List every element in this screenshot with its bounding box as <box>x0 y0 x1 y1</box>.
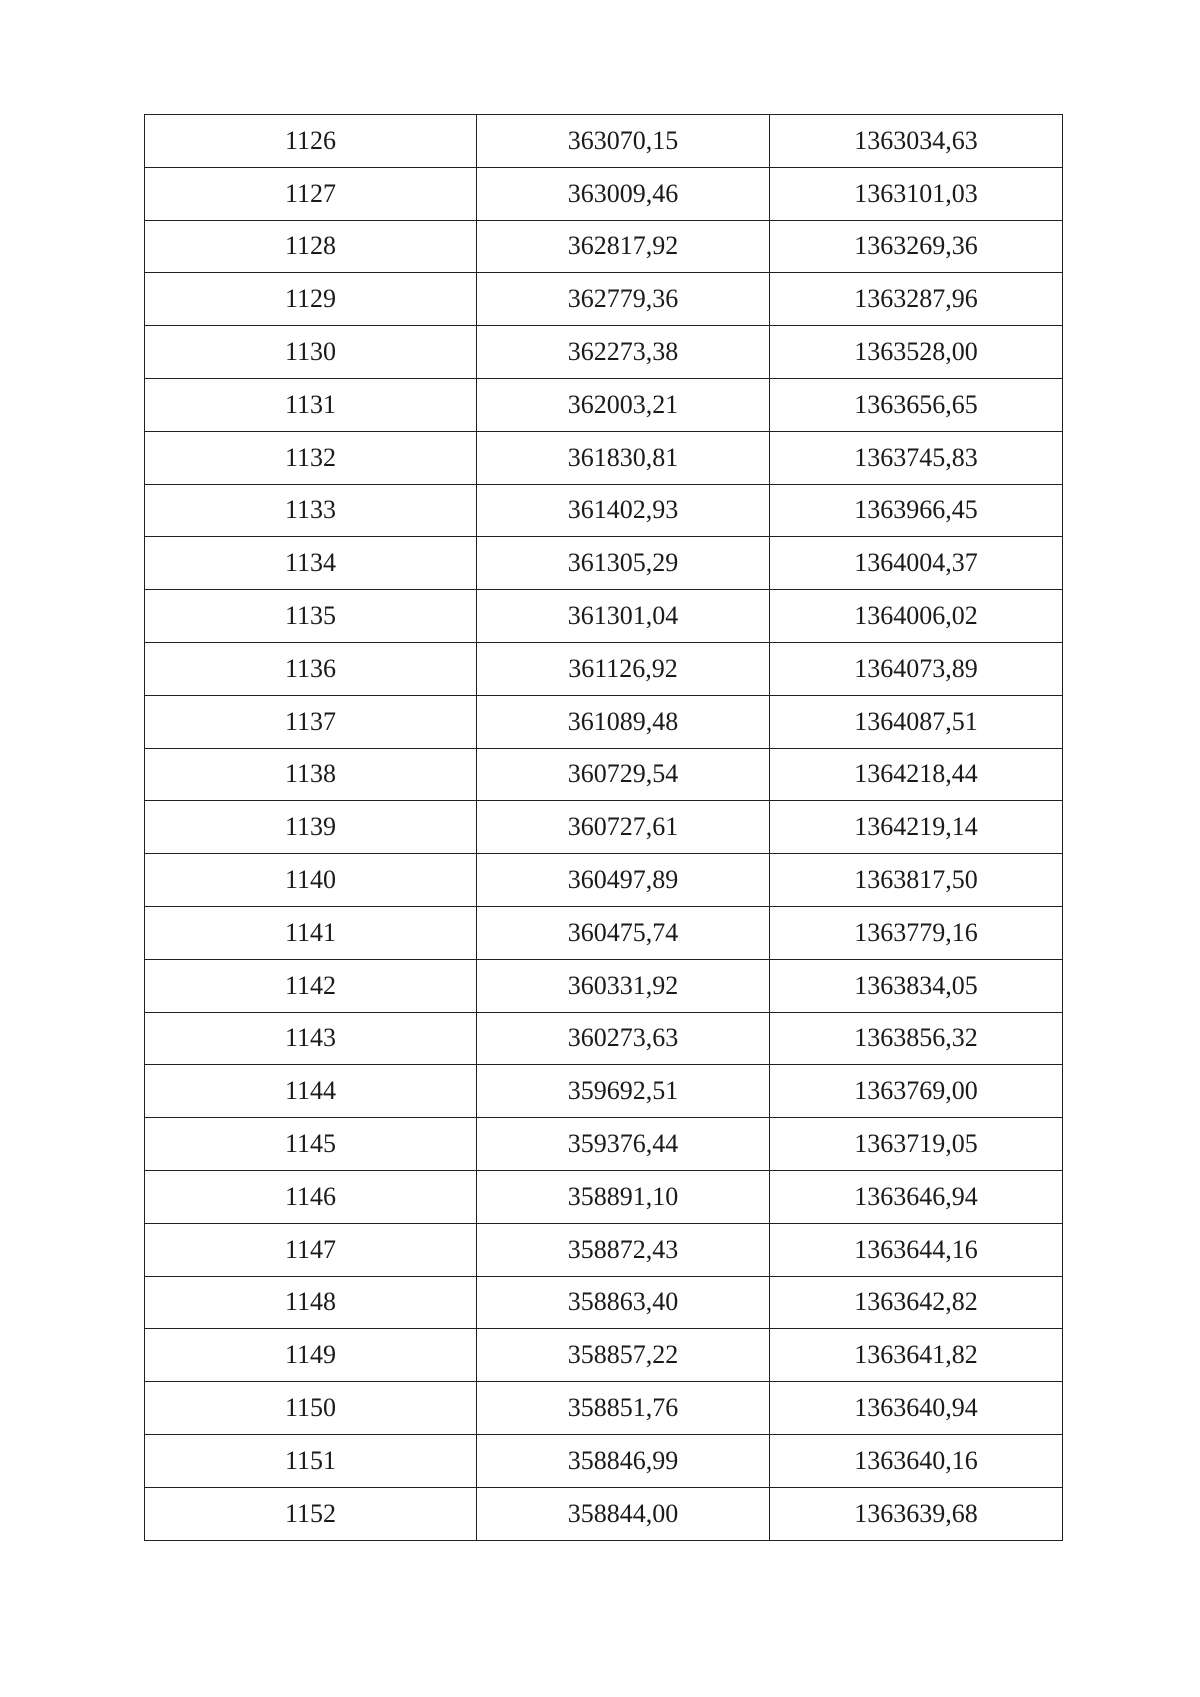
y-coordinate-cell: 1364218,44 <box>770 748 1063 801</box>
y-coordinate-cell: 1363817,50 <box>770 854 1063 907</box>
x-coordinate-cell: 360497,89 <box>477 854 770 907</box>
table-row <box>145 1276 1063 1329</box>
y-coordinate-cell: 1363640,16 <box>770 1434 1063 1487</box>
table-row <box>145 484 1063 537</box>
x-coordinate-cell: 362817,92 <box>477 220 770 273</box>
y-coordinate-cell: 1363641,82 <box>770 1329 1063 1382</box>
y-coordinate-cell: 1364087,51 <box>770 695 1063 748</box>
table-row <box>145 220 1063 273</box>
coordinates-table <box>144 114 1063 1541</box>
y-coordinate-cell: 1363856,32 <box>770 1012 1063 1065</box>
y-coordinate-cell: 1363642,82 <box>770 1276 1063 1329</box>
y-coordinate-cell: 1363034,63 <box>770 115 1063 168</box>
table-row <box>145 642 1063 695</box>
point-number-cell: 1145 <box>145 1118 477 1171</box>
y-coordinate-cell: 1363646,94 <box>770 1170 1063 1223</box>
table-row <box>145 1487 1063 1540</box>
x-coordinate-cell: 360475,74 <box>477 906 770 959</box>
point-number-cell: 1148 <box>145 1276 477 1329</box>
table-row <box>145 590 1063 643</box>
point-number-cell: 1131 <box>145 378 477 431</box>
x-coordinate-cell: 358863,40 <box>477 1276 770 1329</box>
point-number-cell: 1141 <box>145 906 477 959</box>
y-coordinate-cell: 1363769,00 <box>770 1065 1063 1118</box>
table-row <box>145 695 1063 748</box>
table-row <box>145 431 1063 484</box>
table-row <box>145 906 1063 959</box>
x-coordinate-cell: 359692,51 <box>477 1065 770 1118</box>
y-coordinate-cell: 1363639,68 <box>770 1487 1063 1540</box>
x-coordinate-cell: 360729,54 <box>477 748 770 801</box>
point-number-cell: 1127 <box>145 167 477 220</box>
point-number-cell: 1133 <box>145 484 477 537</box>
y-coordinate-cell: 1363269,36 <box>770 220 1063 273</box>
point-number-cell: 1128 <box>145 220 477 273</box>
point-number-cell: 1126 <box>145 115 477 168</box>
y-coordinate-cell: 1363966,45 <box>770 484 1063 537</box>
point-number-cell: 1151 <box>145 1434 477 1487</box>
table-row <box>145 1065 1063 1118</box>
x-coordinate-cell: 360331,92 <box>477 959 770 1012</box>
table-row <box>145 854 1063 907</box>
point-number-cell: 1150 <box>145 1382 477 1435</box>
table-row <box>145 1382 1063 1435</box>
point-number-cell: 1149 <box>145 1329 477 1382</box>
table-row <box>145 1118 1063 1171</box>
x-coordinate-cell: 361305,29 <box>477 537 770 590</box>
table-row <box>145 1329 1063 1382</box>
y-coordinate-cell: 1364006,02 <box>770 590 1063 643</box>
table-row <box>145 1434 1063 1487</box>
x-coordinate-cell: 362273,38 <box>477 326 770 379</box>
point-number-cell: 1142 <box>145 959 477 1012</box>
y-coordinate-cell: 1363656,65 <box>770 378 1063 431</box>
point-number-cell: 1139 <box>145 801 477 854</box>
table-row <box>145 378 1063 431</box>
y-coordinate-cell: 1363287,96 <box>770 273 1063 326</box>
y-coordinate-cell: 1364073,89 <box>770 642 1063 695</box>
x-coordinate-cell: 361402,93 <box>477 484 770 537</box>
x-coordinate-cell: 358851,76 <box>477 1382 770 1435</box>
y-coordinate-cell: 1363745,83 <box>770 431 1063 484</box>
y-coordinate-cell: 1364004,37 <box>770 537 1063 590</box>
table-row <box>145 326 1063 379</box>
x-coordinate-cell: 362779,36 <box>477 273 770 326</box>
point-number-cell: 1143 <box>145 1012 477 1065</box>
x-coordinate-cell: 358891,10 <box>477 1170 770 1223</box>
y-coordinate-cell: 1363779,16 <box>770 906 1063 959</box>
y-coordinate-cell: 1363719,05 <box>770 1118 1063 1171</box>
y-coordinate-cell: 1363528,00 <box>770 326 1063 379</box>
table-row <box>145 801 1063 854</box>
x-coordinate-cell: 362003,21 <box>477 378 770 431</box>
x-coordinate-cell: 360727,61 <box>477 801 770 854</box>
y-coordinate-cell: 1364219,14 <box>770 801 1063 854</box>
table-row <box>145 1223 1063 1276</box>
point-number-cell: 1134 <box>145 537 477 590</box>
point-number-cell: 1140 <box>145 854 477 907</box>
table-row <box>145 748 1063 801</box>
point-number-cell: 1146 <box>145 1170 477 1223</box>
x-coordinate-cell: 361830,81 <box>477 431 770 484</box>
x-coordinate-cell: 361301,04 <box>477 590 770 643</box>
y-coordinate-cell: 1363834,05 <box>770 959 1063 1012</box>
point-number-cell: 1152 <box>145 1487 477 1540</box>
point-number-cell: 1136 <box>145 642 477 695</box>
x-coordinate-cell: 358844,00 <box>477 1487 770 1540</box>
point-number-cell: 1137 <box>145 695 477 748</box>
coordinates-table-body <box>145 115 1063 1541</box>
x-coordinate-cell: 361126,92 <box>477 642 770 695</box>
table-row <box>145 167 1063 220</box>
x-coordinate-cell: 358846,99 <box>477 1434 770 1487</box>
point-number-cell: 1135 <box>145 590 477 643</box>
x-coordinate-cell: 363070,15 <box>477 115 770 168</box>
table-row <box>145 273 1063 326</box>
table-row <box>145 959 1063 1012</box>
y-coordinate-cell: 1363101,03 <box>770 167 1063 220</box>
x-coordinate-cell: 363009,46 <box>477 167 770 220</box>
table-row <box>145 115 1063 168</box>
point-number-cell: 1132 <box>145 431 477 484</box>
point-number-cell: 1138 <box>145 748 477 801</box>
table-row <box>145 1170 1063 1223</box>
x-coordinate-cell: 358857,22 <box>477 1329 770 1382</box>
x-coordinate-cell: 358872,43 <box>477 1223 770 1276</box>
y-coordinate-cell: 1363644,16 <box>770 1223 1063 1276</box>
table-row <box>145 537 1063 590</box>
y-coordinate-cell: 1363640,94 <box>770 1382 1063 1435</box>
x-coordinate-cell: 359376,44 <box>477 1118 770 1171</box>
point-number-cell: 1147 <box>145 1223 477 1276</box>
point-number-cell: 1130 <box>145 326 477 379</box>
point-number-cell: 1129 <box>145 273 477 326</box>
x-coordinate-cell: 361089,48 <box>477 695 770 748</box>
x-coordinate-cell: 360273,63 <box>477 1012 770 1065</box>
point-number-cell: 1144 <box>145 1065 477 1118</box>
table-row <box>145 1012 1063 1065</box>
